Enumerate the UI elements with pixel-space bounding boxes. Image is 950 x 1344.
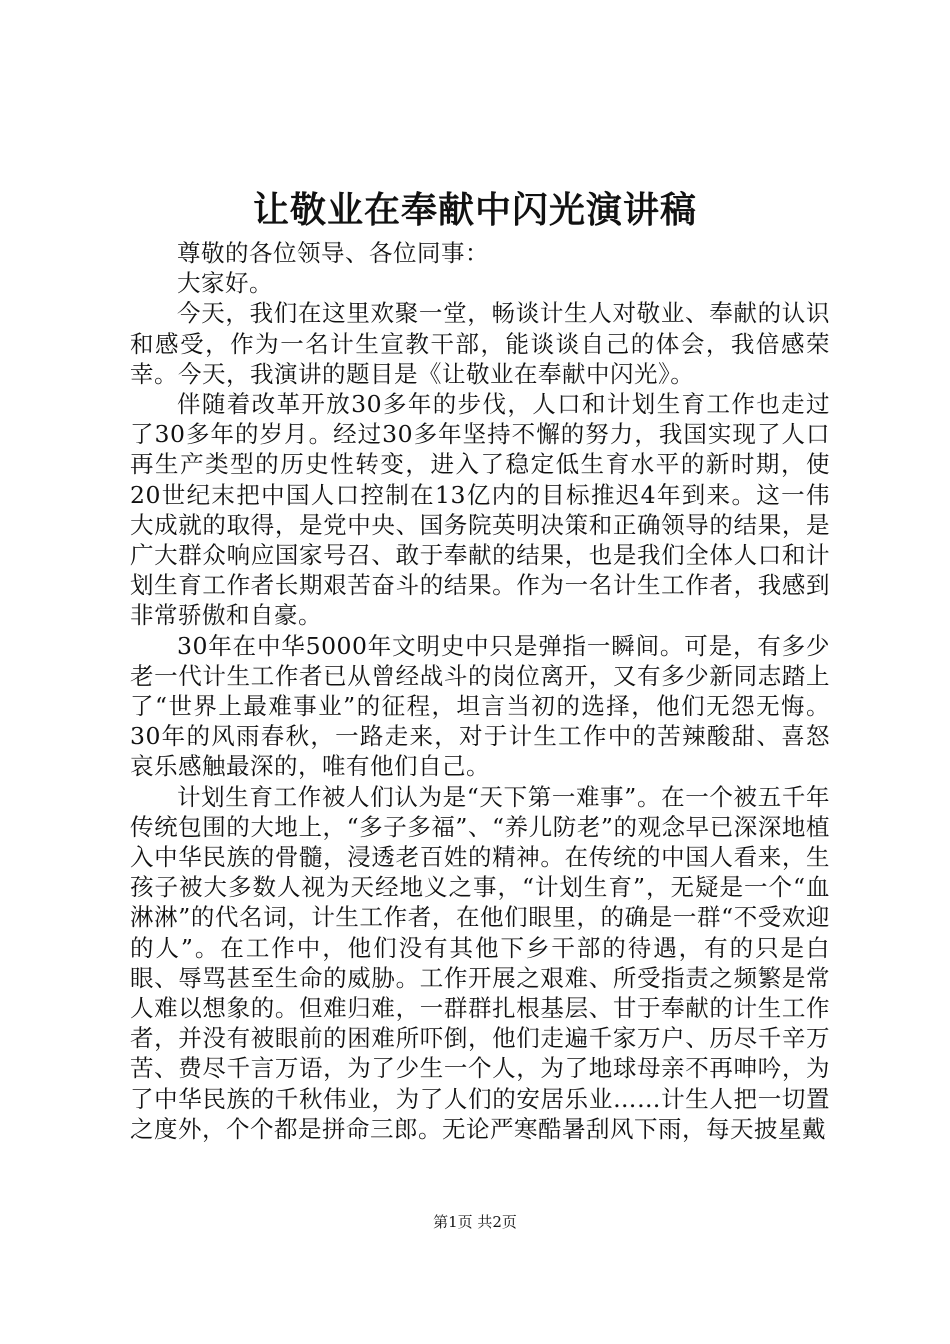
page-footer: 第1页 共2页: [433, 1213, 517, 1231]
body-paragraph: 30年在中华5000年文明史中只是弹指一瞬间。可是，有多少老一代计生工作者已从曾经战斗的岗位离开，又有多少新同志踏上了“世界上最难事业”的征程，坦言当初的选择，他们无怨无悔。30年的风雨春秋，一路走来，对于计生工作中的苦辣酸甜、喜怒哀乐感触最深的，唯有他们自己。: [130, 631, 830, 781]
document-body: [130, 238, 830, 1144]
document-title: 让敬业在奉献中闪光演讲稿: [252, 189, 697, 231]
body-paragraph: 伴随着改革开放30多年的步伐，人口和计划生育工作也走过了30多年的岁月。经过30多年坚持不懈的努力，我国实现了人口再生产类型的历史性转变，进入了稳定低生育水平的新时期，使20世纪末把中国人口控制在13亿内的目标推迟4年到来。这一伟大成就的取得，是党中央、国务院英明决策和正确领导的结果，是广大群众响应国家号召、敢于奉献的结果，也是我们全体人口和计划生育工作者长期艰苦奋斗的结果。作为一名计生工作者，我感到非常骄傲和自豪。: [130, 390, 830, 630]
body-paragraph: 计划生育工作被人们认为是“天下第一难事”。在一个被五千年传统包围的大地上，“多子多福”、“养儿防老”的观念早已深深地植入中华民族的骨髓，浸透老百姓的精神。在传统的中国人看来，生孩子被大多数人视为天经地义之事，“计划生育”，无疑是一个“血淋淋”的代名词，计生工作者，在他们眼里，的确是一群“不受欢迎的人”。在工作中，他们没有其他下乡干部的待遇，有的只是白眼、辱骂甚至生命的威胁。工作开展之艰难、所受指责之频繁是常人难以想象的。但难归难，一群群扎根基层、甘于奉献的计生工作者，并没有被眼前的困难所吓倒，他们走遍千家万户、历尽千辛万苦、费尽千言万语，为了少生一个人，为了地球母亲不再呻吟，为了中华民族的千秋伟业，为了人们的安居乐业……计生人把一切置之度外，个个都是拼命三郎。无论严寒酷暑刮风下雨，每天披星戴: [130, 782, 830, 1143]
body-paragraph: 今天，我们在这里欢聚一堂，畅谈计生人对敬业、奉献的认识和感受，作为一名计生宣教干部，能谈谈自己的体会，我倍感荣幸。今天，我演讲的题目是《让敬业在奉献中闪光》。: [130, 299, 830, 388]
salutation-paragraph: 尊敬的各位领导、各位同事：: [177, 239, 489, 267]
greeting-paragraph: 大家好。: [177, 269, 273, 298]
